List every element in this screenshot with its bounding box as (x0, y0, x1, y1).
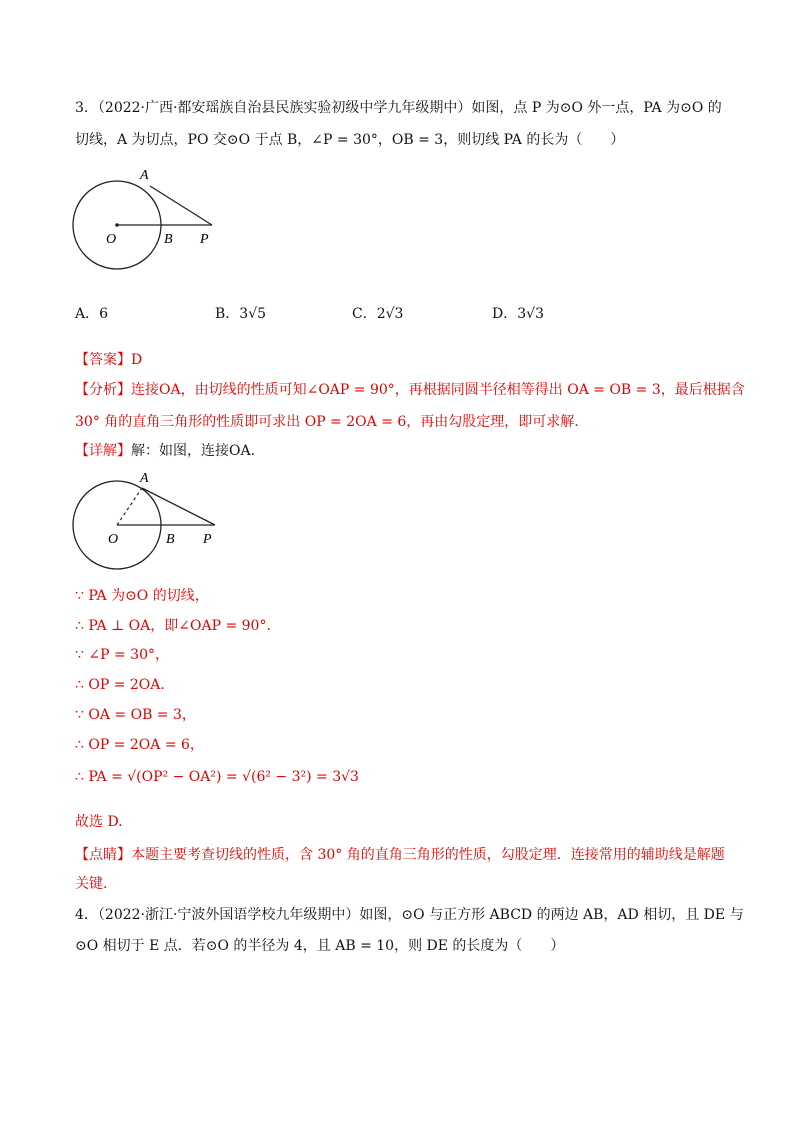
tangent-pa (150, 186, 212, 225)
label-o: O (106, 232, 117, 247)
detail-line: 【详解】解：如图，连接OA. (75, 443, 256, 459)
step-3: ∵ ∠P = 30°， (75, 647, 169, 663)
label-a-2: A (140, 471, 149, 486)
option-d: D．3√3 (492, 306, 544, 322)
step-1: ∵ PA 为⊙O 的切线， (75, 588, 209, 604)
q3-stem-line2: 切线，A 为切点，PO 交⊙O 于点 B，∠P = 30°，OB = 3，则切线 PA 的长为（ ） (75, 132, 625, 148)
q4-stem-line1: 4．（2022·浙江·宁波外国语学校九年级期中）如图，⊙O 与正方形 ABCD 的两边 AB，AD 相切，且 DE 与 (75, 907, 744, 923)
answer-line: 【答案】D (75, 352, 143, 368)
comment-line1: 【点睛】本题主要考查切线的性质，含 30° 角的直角三角形的性质，勾股定理．连接常用的辅助线是解题 (75, 847, 725, 863)
q3-figure (70, 165, 230, 285)
label-b-2: B (166, 532, 175, 547)
label-b: B (164, 232, 173, 247)
label-a: A (140, 168, 149, 183)
label-p: P (200, 232, 209, 247)
comment-line2: 关键. (75, 876, 108, 892)
step-4: ∴ OP = 2OA. (75, 677, 165, 693)
analysis-line2: 30° 角的直角三角形的性质即可求出 OP = 2OA = 6，再由勾股定理，即可求解. (75, 414, 579, 430)
tangent-pa-2 (142, 488, 215, 525)
analysis-line1: 【分析】连接OA，由切线的性质可知∠OAP = 90°，再根据同圆半径相等得出 OA = OB = 3，最后根据含 (75, 382, 745, 398)
option-c: C．2√3 (352, 306, 404, 322)
step-5: ∵ OA = OB = 3， (75, 707, 196, 723)
q4-stem-line2: ⊙O 相切于 E 点．若⊙O 的半径为 4，且 AB = 10，则 DE 的长度为（ ） (75, 938, 565, 954)
step-7: ∴ PA = √(OP² − OA²) = √(6² − 3²) = 3√3 (75, 769, 359, 785)
option-a: A．6 (75, 306, 109, 322)
center-dot (115, 223, 119, 227)
option-b: B．3√5 (215, 306, 267, 322)
label-p-2: P (203, 532, 212, 547)
choice-line: 故选 D. (75, 814, 123, 830)
step-2: ∴ PA ⊥ OA，即∠OAP = 90°. (75, 618, 271, 634)
label-o-2: O (108, 532, 119, 547)
step-6: ∴ OP = 2OA = 6， (75, 737, 204, 753)
q3-stem-line1: 3．（2022·广西·都安瑶族自治县民族实验初级中学九年级期中）如图，点 P 为⊙O 外一点，PA 为⊙O 的 (75, 100, 722, 116)
radius-oa-dashed (117, 488, 142, 525)
detail-figure (70, 470, 230, 580)
